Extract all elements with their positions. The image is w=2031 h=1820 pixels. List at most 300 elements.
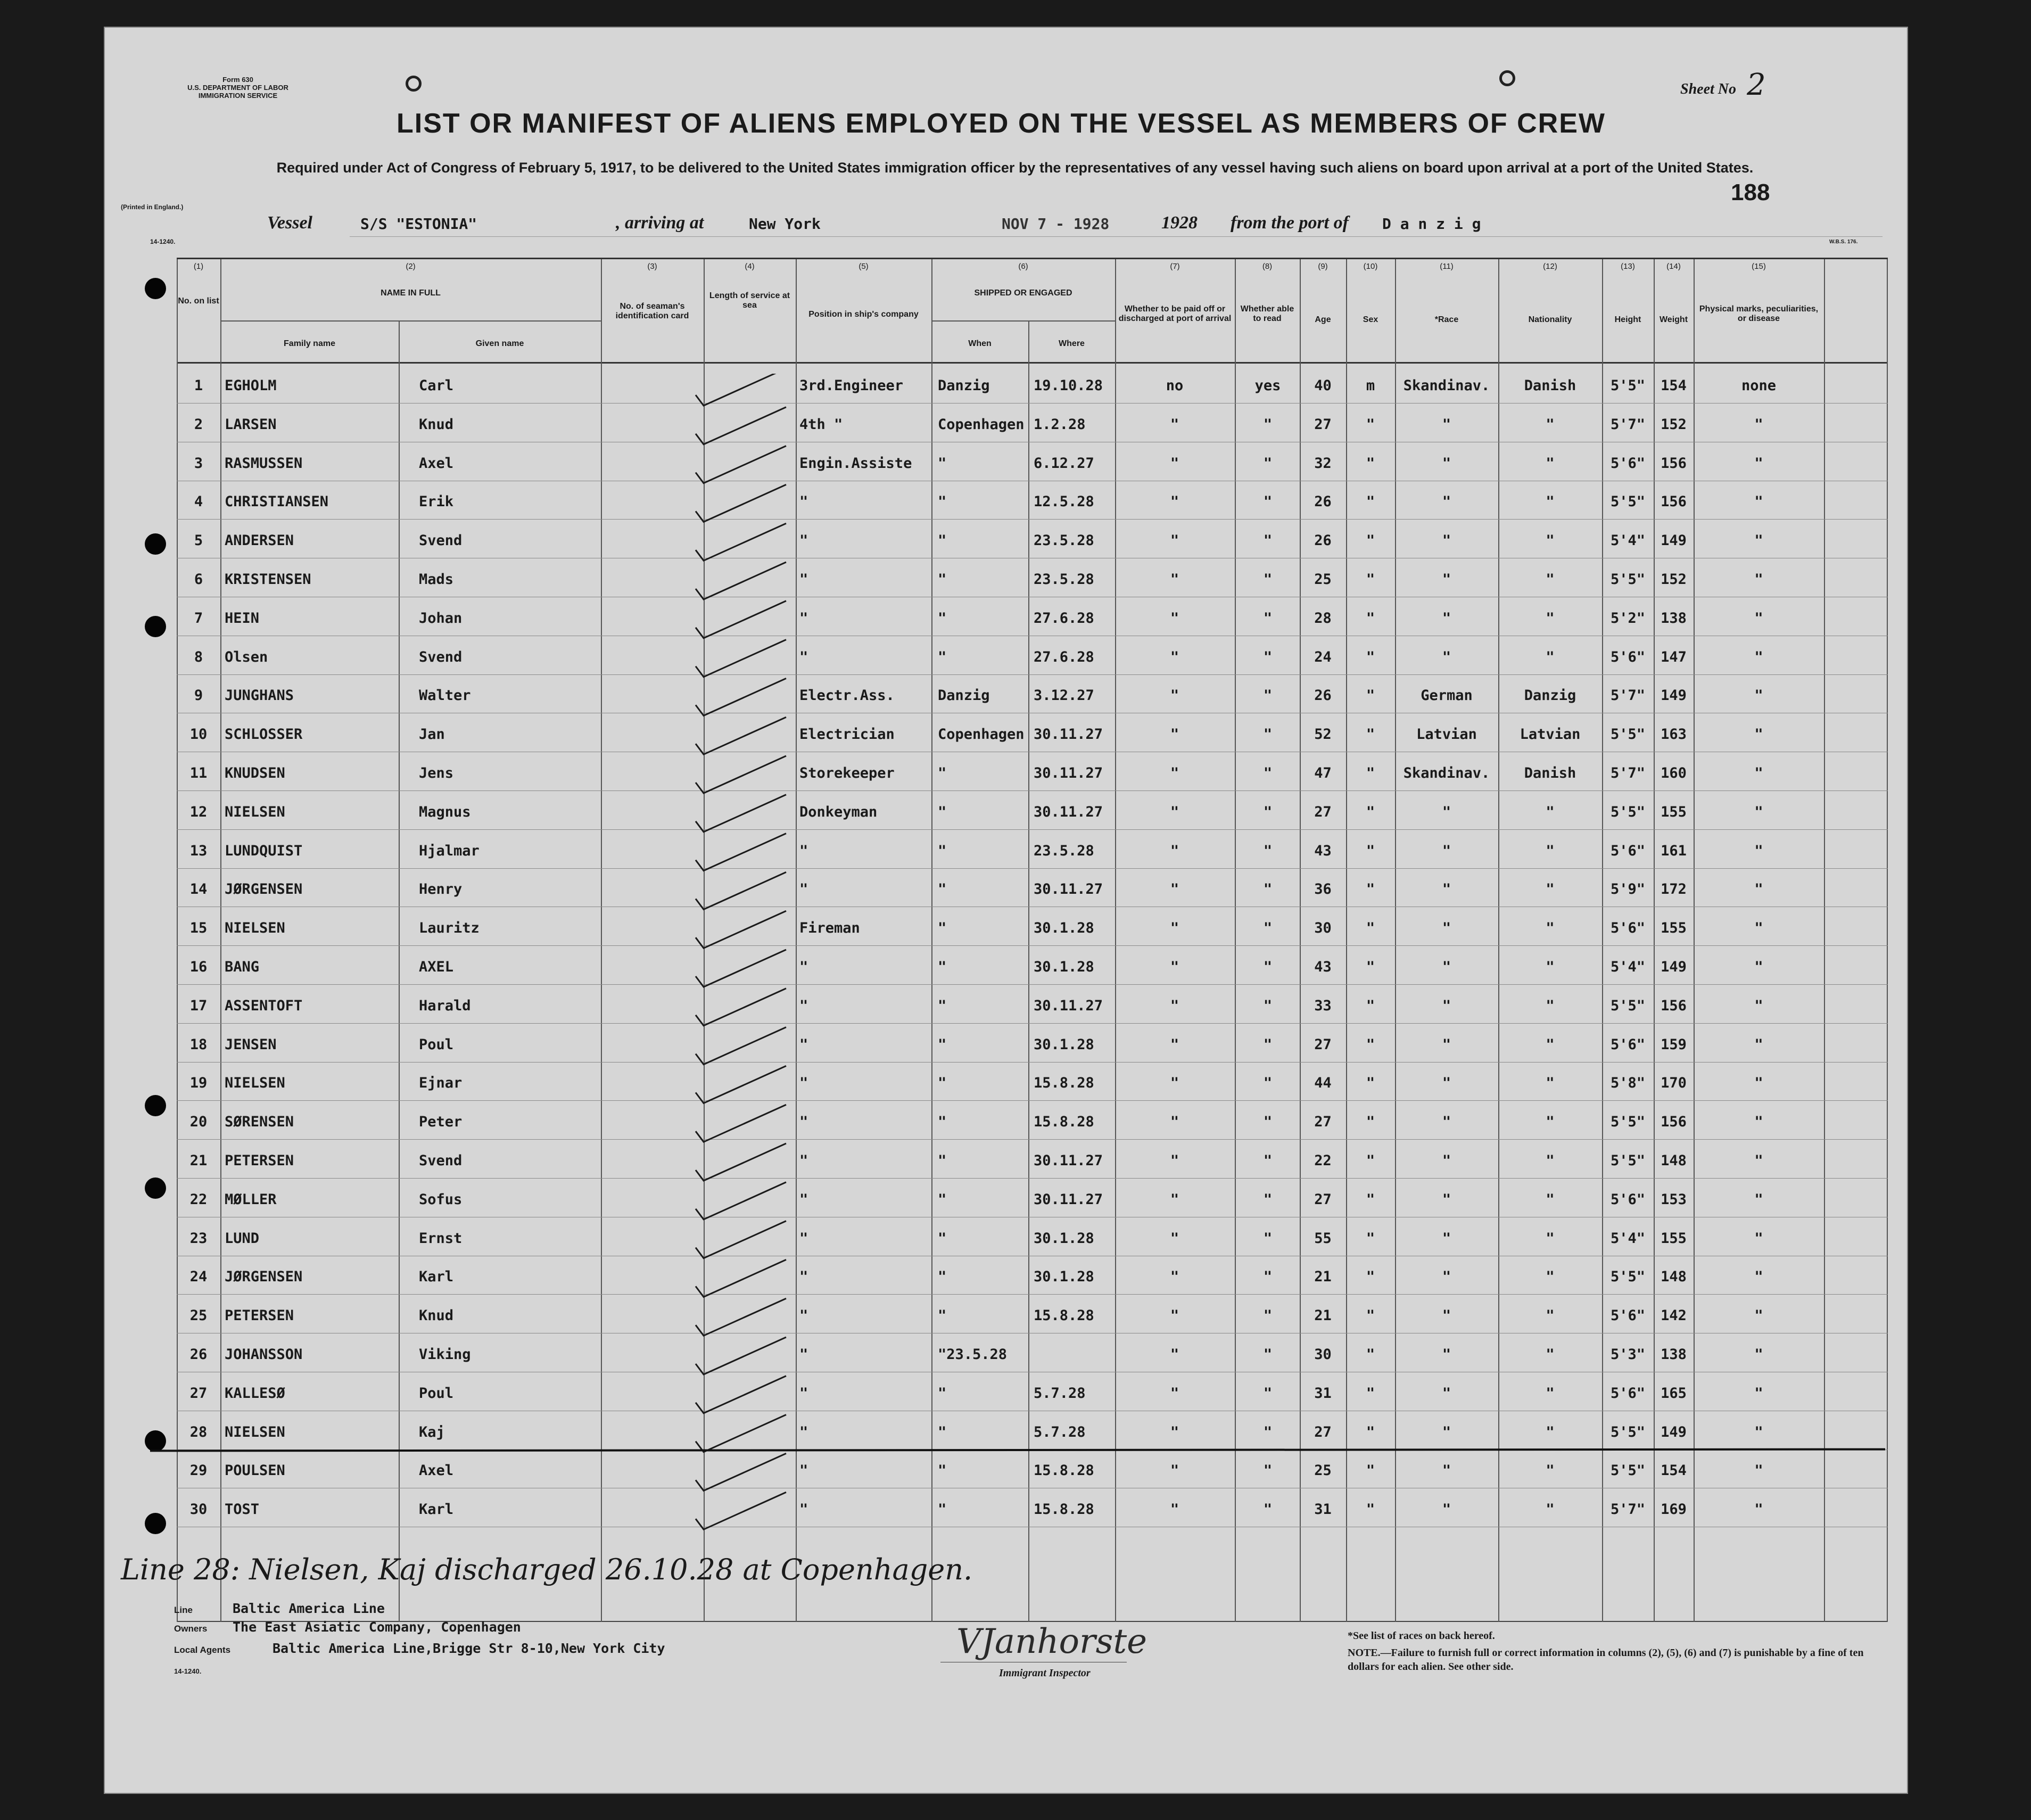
row-read: yes <box>1254 377 1281 394</box>
vessel-label: Vessel <box>267 213 312 233</box>
column-line <box>1028 320 1029 1622</box>
row-nationality: Danish <box>1524 765 1576 781</box>
row-given: Carl <box>419 377 454 394</box>
row-height: 5'7" <box>1610 1501 1646 1518</box>
row-marks: " <box>1754 959 1763 975</box>
row-nationality: " <box>1546 1423 1555 1440</box>
col-num: (10) <box>1363 262 1378 271</box>
row-family: NIELSEN <box>225 803 285 820</box>
row-weight: 159 <box>1661 1036 1687 1053</box>
row-marks: none <box>1741 377 1777 394</box>
row-nationality: " <box>1546 610 1555 627</box>
row-sex: " <box>1366 1307 1375 1324</box>
row-race: " <box>1442 997 1451 1014</box>
row-sex: " <box>1366 1230 1375 1247</box>
row-position: Electrician <box>799 726 895 743</box>
row-weight: 148 <box>1661 1152 1687 1169</box>
row-paid: " <box>1170 997 1179 1014</box>
row-no: 6 <box>194 571 203 588</box>
row-marks: " <box>1754 803 1763 820</box>
row-age: 28 <box>1314 610 1332 627</box>
row-age: 55 <box>1314 1230 1332 1247</box>
col-num: (14) <box>1666 262 1681 271</box>
row-no: 26 <box>189 1346 208 1363</box>
row-marks: " <box>1754 1191 1763 1208</box>
row-position: " <box>799 1501 808 1518</box>
header-when: When <box>968 339 992 348</box>
form-header <box>147 76 328 100</box>
row-weight: 149 <box>1661 959 1687 975</box>
row-when: 5.7.28 <box>1034 1423 1086 1440</box>
row-rule <box>177 1023 1888 1024</box>
header-family-name: Family name <box>284 339 335 348</box>
row-age: 26 <box>1314 493 1332 510</box>
row-when: 1.2.28 <box>1034 416 1086 433</box>
check-mark <box>696 1066 786 1103</box>
row-marks: " <box>1754 1230 1763 1247</box>
row-race: " <box>1442 1036 1451 1053</box>
row-height: 5'5" <box>1610 1269 1646 1286</box>
col-num: (13) <box>1621 262 1635 271</box>
row-no: 18 <box>189 1036 208 1053</box>
row-where: " <box>938 571 947 588</box>
check-mark <box>696 950 786 987</box>
row-when: 15.8.28 <box>1034 1462 1094 1479</box>
row-given: Viking <box>419 1346 471 1363</box>
row-read: " <box>1263 1307 1273 1324</box>
punch-hole <box>145 1513 166 1534</box>
row-nationality: " <box>1546 1230 1555 1247</box>
row-family: LARSEN <box>225 416 277 433</box>
row-race: " <box>1442 1269 1451 1286</box>
check-mark <box>696 717 786 754</box>
footer-agents-value: Baltic America Line,Brigge Str 8-10,New York City <box>273 1641 665 1656</box>
row-height: 5'5" <box>1610 377 1646 394</box>
row-given: Karl <box>419 1269 454 1286</box>
row-marks: " <box>1754 455 1763 472</box>
row-when: 5.7.28 <box>1034 1385 1086 1402</box>
row-weight: 170 <box>1661 1075 1687 1092</box>
row-height: 5'8" <box>1610 1075 1646 1092</box>
check-mark <box>696 1027 786 1065</box>
row-marks: " <box>1754 997 1763 1014</box>
row-position: " <box>799 1036 808 1053</box>
row-position: " <box>799 1075 808 1092</box>
col-num: (5) <box>858 262 869 271</box>
row-read: " <box>1263 1501 1273 1518</box>
row-marks: " <box>1754 532 1763 549</box>
row-read: " <box>1263 997 1273 1014</box>
row-read: " <box>1263 920 1273 937</box>
check-mark <box>696 407 786 444</box>
row-given: Peter <box>419 1114 463 1131</box>
row-when: 15.8.28 <box>1034 1501 1094 1518</box>
row-read: " <box>1263 610 1273 627</box>
row-when: 30.1.28 <box>1034 1230 1094 1247</box>
row-age: 26 <box>1314 532 1332 549</box>
row-where: " <box>938 920 947 937</box>
row-nationality: " <box>1546 1191 1555 1208</box>
row-paid: " <box>1170 726 1179 743</box>
row-weight: 152 <box>1661 416 1687 433</box>
row-nationality: " <box>1546 532 1555 549</box>
row-family: Olsen <box>225 648 268 665</box>
check-mark <box>696 678 786 715</box>
row-age: 33 <box>1314 997 1332 1014</box>
row-no: 14 <box>189 881 208 898</box>
row-read: " <box>1263 1462 1273 1479</box>
row-sex: " <box>1366 997 1375 1014</box>
row-given: Knud <box>419 416 454 433</box>
row-given: Svend <box>419 532 463 549</box>
row-given: Ernst <box>419 1230 463 1247</box>
punch-hole <box>145 1095 166 1116</box>
row-position: " <box>799 881 808 898</box>
row-rule <box>177 519 1888 520</box>
row-race: Skandinav. <box>1403 765 1490 781</box>
row-paid: " <box>1170 920 1179 937</box>
row-weight: 154 <box>1661 1462 1687 1479</box>
row-nationality: " <box>1546 1307 1555 1324</box>
row-position: " <box>799 959 808 975</box>
footer-line-value: Baltic America Line <box>233 1601 385 1616</box>
row-given: Jan <box>419 726 445 743</box>
row-age: 21 <box>1314 1307 1332 1324</box>
row-given: Ejnar <box>419 1075 463 1092</box>
row-position: " <box>799 648 808 665</box>
row-read: " <box>1263 881 1273 898</box>
row-position: " <box>799 1385 808 1402</box>
check-mark <box>696 1298 786 1336</box>
row-sex: " <box>1366 1423 1375 1440</box>
row-family: BANG <box>225 959 260 975</box>
row-position: Donkeyman <box>799 803 878 820</box>
row-height: 5'2" <box>1610 610 1646 627</box>
row-nationality: Danish <box>1524 377 1576 394</box>
row-where: " <box>938 1423 947 1440</box>
row-weight: 156 <box>1661 493 1687 510</box>
row-no: 5 <box>194 532 203 549</box>
row-paid: " <box>1170 687 1179 704</box>
row-no: 24 <box>189 1269 208 1286</box>
row-paid: " <box>1170 455 1179 472</box>
col-num: (6) <box>1018 262 1028 271</box>
row-where: " <box>938 648 947 665</box>
row-nationality: " <box>1546 1501 1555 1518</box>
row-where: " <box>938 959 947 975</box>
row-given: Axel <box>419 1462 454 1479</box>
row-read: " <box>1263 687 1273 704</box>
row-rule <box>177 674 1888 675</box>
row-nationality: " <box>1546 803 1555 820</box>
row-marks: " <box>1754 1307 1763 1324</box>
row-nationality: " <box>1546 648 1555 665</box>
row-nationality: " <box>1546 1269 1555 1286</box>
row-weight: 152 <box>1661 571 1687 588</box>
row-position: " <box>799 997 808 1014</box>
row-sex: m <box>1366 377 1375 394</box>
check-mark <box>696 834 786 871</box>
row-no: 1 <box>194 377 203 394</box>
row-race: " <box>1442 455 1451 472</box>
row-race: " <box>1442 1346 1451 1363</box>
check-mark <box>696 1143 786 1181</box>
row-paid: " <box>1170 1423 1179 1440</box>
row-no: 9 <box>194 687 203 704</box>
col-num: (8) <box>1262 262 1273 271</box>
header-length-service: Length of service at sea <box>709 291 790 310</box>
row-age: 25 <box>1314 571 1332 588</box>
col-num: (9) <box>1318 262 1328 271</box>
row-read: " <box>1263 1269 1273 1286</box>
row-height: 5'6" <box>1610 1385 1646 1402</box>
punch-hole <box>145 616 166 637</box>
row-where: Danzig <box>938 377 990 394</box>
row-age: 31 <box>1314 1501 1332 1518</box>
sheet-number: 2 <box>1747 68 1766 102</box>
row-weight: 149 <box>1661 532 1687 549</box>
row-height: 5'5" <box>1610 997 1646 1014</box>
check-mark <box>696 374 786 406</box>
row-marks: " <box>1754 648 1763 665</box>
row-family: NIELSEN <box>225 920 285 937</box>
row-when: 30.1.28 <box>1034 959 1094 975</box>
row-paid: " <box>1170 571 1179 588</box>
row-family: EGHOLM <box>225 377 277 394</box>
row-weight: 172 <box>1661 881 1687 898</box>
row-age: 40 <box>1314 377 1332 394</box>
row-sex: " <box>1366 765 1375 781</box>
row-sex: " <box>1366 1269 1375 1286</box>
row-marks: " <box>1754 1501 1763 1518</box>
row-sex: " <box>1366 1462 1375 1479</box>
form-code: 14-1240. <box>150 238 176 245</box>
header-no-on-list: No. on list <box>178 297 219 306</box>
row-no: 11 <box>189 765 208 781</box>
header-given-name: Given name <box>475 339 524 348</box>
row-race: " <box>1442 493 1451 510</box>
row-age: 22 <box>1314 1152 1332 1169</box>
strike-line-28 <box>150 1448 1885 1452</box>
row-no: 27 <box>189 1385 208 1402</box>
row-race: " <box>1442 532 1451 549</box>
column-line <box>399 320 400 1622</box>
row-position: Storekeeper <box>799 765 895 781</box>
row-weight: 147 <box>1661 648 1687 665</box>
row-family: KNUDSEN <box>225 765 285 781</box>
row-family: JUNGHANS <box>225 687 294 704</box>
punch-hole <box>145 1430 166 1452</box>
row-rule <box>177 1178 1888 1179</box>
row-marks: " <box>1754 1462 1763 1479</box>
row-read: " <box>1263 726 1273 743</box>
header-nationality: Nationality <box>1528 315 1572 324</box>
row-family: LUND <box>225 1230 260 1247</box>
row-nationality: " <box>1546 1385 1555 1402</box>
col-num: (7) <box>1170 262 1180 271</box>
punch-hole <box>1499 70 1515 86</box>
check-mark <box>696 872 786 909</box>
row-where: " <box>938 1385 947 1402</box>
page-title: LIST OR MANIFEST OF ALIENS EMPLOYED ON THE VESSEL AS MEMBERS OF CREW <box>397 108 1606 139</box>
table-top-rule <box>177 258 1888 259</box>
row-position: " <box>799 1230 808 1247</box>
row-age: 52 <box>1314 726 1332 743</box>
row-when: 12.5.28 <box>1034 493 1094 510</box>
from-label: from the port of <box>1231 213 1349 233</box>
footer-agents-label: Local Agents <box>174 1645 231 1655</box>
row-paid: " <box>1170 1114 1179 1131</box>
row-position: " <box>799 842 808 859</box>
row-paid: " <box>1170 416 1179 433</box>
row-read: " <box>1263 1191 1273 1208</box>
row-nationality: " <box>1546 1346 1555 1363</box>
row-where: " <box>938 610 947 627</box>
vessel-underline <box>350 236 1883 237</box>
row-paid: " <box>1170 959 1179 975</box>
row-height: 5'5" <box>1610 571 1646 588</box>
row-sex: " <box>1366 493 1375 510</box>
row-paid: " <box>1170 610 1179 627</box>
column-line <box>1887 259 1888 1622</box>
row-read: " <box>1263 571 1273 588</box>
row-nationality: " <box>1546 842 1555 859</box>
row-weight: 153 <box>1661 1191 1687 1208</box>
header-race: *Race <box>1434 315 1459 324</box>
row-where: " <box>938 1075 947 1092</box>
handwritten-note: Line 28: Nielsen, Kaj discharged 26.10.28 at Copenhagen. <box>121 1553 973 1586</box>
row-family: JØRGENSEN <box>225 881 303 898</box>
row-age: 26 <box>1314 687 1332 704</box>
row-height: 5'5" <box>1610 1152 1646 1169</box>
row-where: " <box>938 842 947 859</box>
row-given: Walter <box>419 687 471 704</box>
row-when: 30.11.27 <box>1034 997 1103 1014</box>
row-rule <box>177 1100 1888 1101</box>
row-no: 22 <box>189 1191 208 1208</box>
row-paid: " <box>1170 1346 1179 1363</box>
row-sex: " <box>1366 1075 1375 1092</box>
row-when: 23.5.28 <box>1034 842 1094 859</box>
row-nationality: " <box>1546 493 1555 510</box>
row-nationality: " <box>1546 455 1555 472</box>
row-read: " <box>1263 1230 1273 1247</box>
check-mark <box>696 1376 786 1413</box>
row-race: " <box>1442 1075 1451 1092</box>
row-race: " <box>1442 1501 1451 1518</box>
row-race: " <box>1442 416 1451 433</box>
row-height: 5'6" <box>1610 920 1646 937</box>
row-position: Electr.Ass. <box>799 687 895 704</box>
row-given: Sofus <box>419 1191 463 1208</box>
row-position: " <box>799 1114 808 1131</box>
row-read: " <box>1263 493 1273 510</box>
name-subrule <box>220 320 601 322</box>
row-height: 5'7" <box>1610 416 1646 433</box>
row-where: " <box>938 1501 947 1518</box>
row-no: 3 <box>194 455 203 472</box>
row-marks: " <box>1754 920 1763 937</box>
row-rule <box>177 1062 1888 1063</box>
row-marks: " <box>1754 687 1763 704</box>
row-when: 30.11.27 <box>1034 1152 1103 1169</box>
row-paid: " <box>1170 1230 1179 1247</box>
row-weight: 149 <box>1661 1423 1687 1440</box>
header-position: Position in ship's company <box>808 310 919 319</box>
check-mark <box>696 1259 786 1297</box>
row-nationality: " <box>1546 1075 1555 1092</box>
penalty-note: NOTE.—Failure to furnish full or correct information in columns (2), (5), (6) and (7) is punishable by a fine of ten dollars for each alien. See other side. <box>1348 1647 1864 1673</box>
row-family: ASSENTOFT <box>225 997 303 1014</box>
row-when: 15.8.28 <box>1034 1114 1094 1131</box>
inspector-label: Immigrant Inspector <box>999 1667 1091 1679</box>
row-given: Poul <box>419 1385 454 1402</box>
row-read: " <box>1263 803 1273 820</box>
row-height: 5'5" <box>1610 1462 1646 1479</box>
row-family: SCHLOSSER <box>225 726 303 743</box>
row-age: 27 <box>1314 1191 1332 1208</box>
row-weight: 149 <box>1661 687 1687 704</box>
arriving-port: New York <box>749 215 821 233</box>
row-nationality: " <box>1546 959 1555 975</box>
row-age: 30 <box>1314 1346 1332 1363</box>
row-given: Mads <box>419 571 454 588</box>
check-mark <box>696 484 786 522</box>
date-stamp: NOV 7 - 1928 <box>1002 215 1110 233</box>
row-read: " <box>1263 455 1273 472</box>
row-marks: " <box>1754 610 1763 627</box>
row-weight: 156 <box>1661 455 1687 472</box>
row-age: 44 <box>1314 1075 1332 1092</box>
header-paid-off: Whether to be paid off or discharged at port of arrival <box>1118 304 1232 323</box>
row-family: NIELSEN <box>225 1075 285 1092</box>
row-where: " <box>938 881 947 898</box>
row-weight: 160 <box>1661 765 1687 781</box>
row-weight: 148 <box>1661 1269 1687 1286</box>
row-family: RASMUSSEN <box>225 455 303 472</box>
row-when: 23.5.28 <box>1034 571 1094 588</box>
row-family: KALLESØ <box>225 1385 285 1402</box>
row-family: JØRGENSEN <box>225 1269 303 1286</box>
row-given: Svend <box>419 1152 463 1169</box>
row-race: " <box>1442 920 1451 937</box>
row-family: CHRISTIANSEN <box>225 493 329 510</box>
row-marks: " <box>1754 1269 1763 1286</box>
row-where: Danzig <box>938 687 990 704</box>
row-family: POULSEN <box>225 1462 285 1479</box>
row-read: " <box>1263 959 1273 975</box>
col-num: (15) <box>1752 262 1766 271</box>
header-able-read: Whether able to read <box>1240 304 1294 323</box>
row-race: " <box>1442 1191 1451 1208</box>
row-weight: 142 <box>1661 1307 1687 1324</box>
check-mark <box>696 1492 786 1529</box>
row-height: 5'9" <box>1610 881 1646 898</box>
row-paid: " <box>1170 493 1179 510</box>
row-sex: " <box>1366 416 1375 433</box>
row-weight: 155 <box>1661 920 1687 937</box>
row-height: 5'6" <box>1610 1036 1646 1053</box>
row-marks: " <box>1754 881 1763 898</box>
row-when: 19.10.28 <box>1034 377 1103 394</box>
check-mark <box>696 911 786 948</box>
row-race: German <box>1421 687 1473 704</box>
row-sex: " <box>1366 610 1375 627</box>
row-rule <box>177 1139 1888 1140</box>
check-mark <box>696 1453 786 1490</box>
row-age: 31 <box>1314 1385 1332 1402</box>
row-rule <box>177 829 1888 830</box>
